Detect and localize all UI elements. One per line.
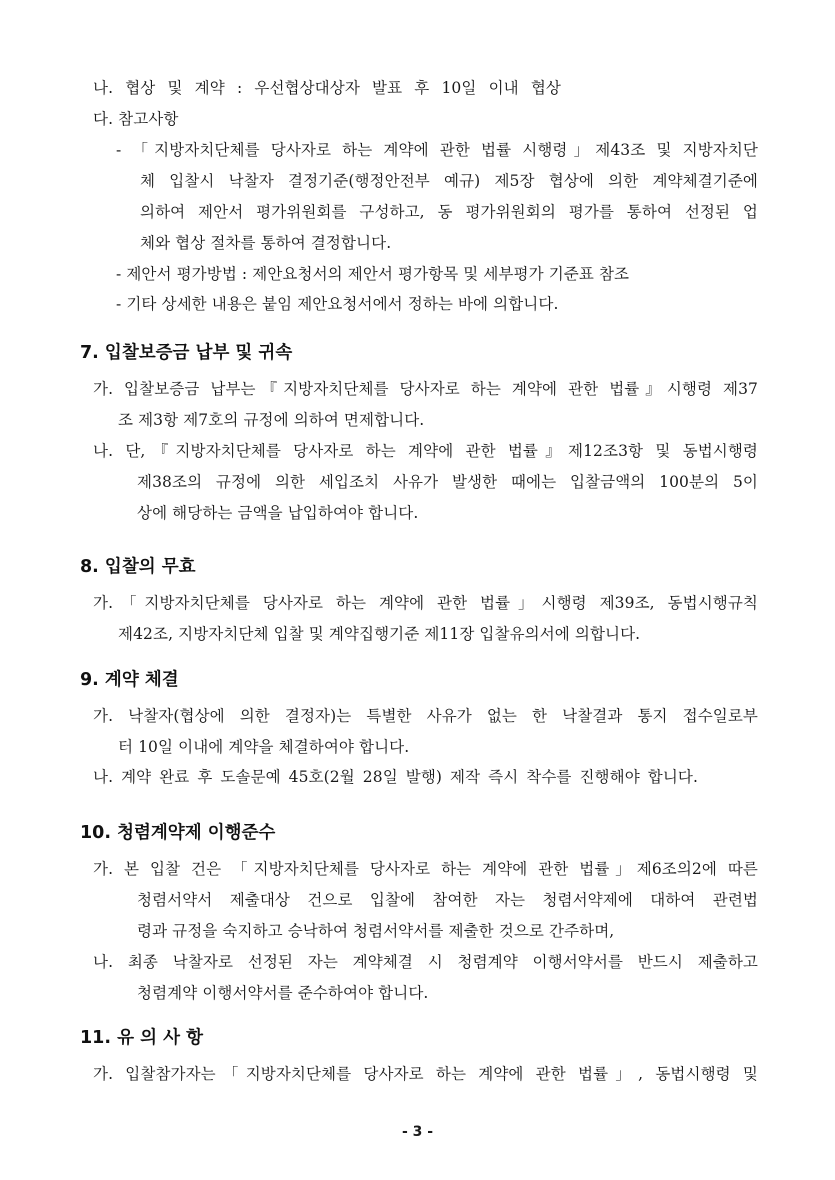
- section-7-title: 7. 입찰보증금 납부 및 귀속: [80, 343, 293, 363]
- reference-item-1-line-1: - 「지방자치단체를 당사자로 하는 계약에 관한 법률 시행령」제43조 및 지방자치단: [116, 141, 758, 159]
- reference-item-3: - 기타 상세한 내용은 붙임 제안요청서에서 정하는 바에 의합니다.: [116, 295, 559, 313]
- section-11-item-ga-line-1: 가. 입찰참가자는「지방자치단체를 당사자로 하는 계약에 관한 법률」, 동법시행령 및: [93, 1065, 758, 1083]
- section-7-item-ga-line-1: 가. 입찰보증금 납부는『지방자치단체를 당사자로 하는 계약에 관한 법률』시행령 제37: [93, 380, 758, 398]
- section-9-item-ga-line-1: 가. 낙찰자(협상에 의한 결정자)는 특별한 사유가 없는 한 낙찰결과 통지 접수일로부: [93, 707, 758, 725]
- negotiation-item: 나. 협상 및 계약 : 우선협상대상자 발표 후 10일 이내 협상: [93, 79, 561, 97]
- section-7-item-ga-line-2: 조 제3항 제7호의 규정에 의하여 면제합니다.: [118, 411, 425, 429]
- reference-item-1-line-4: 체와 협상 절차를 통하여 결정합니다.: [140, 234, 392, 252]
- reference-item-2: - 제안서 평가방법 : 제안요청서의 제안서 평가항목 및 세부평가 기준표 참조: [116, 265, 630, 283]
- reference-item-1-line-3: 의하여 제안서 평가위원회를 구성하고, 동 평가위원회의 평가를 통하여 선정된 업: [140, 203, 758, 221]
- section-10-title: 10. 청렴계약제 이행준수: [80, 823, 276, 843]
- section-7-item-na-line-1: 나. 단,『지방자치단체를 당사자로 하는 계약에 관한 법률』제12조3항 및 동법시행령: [93, 442, 758, 460]
- page-number: - 3 -: [401, 1124, 434, 1140]
- section-10-item-na-line-1: 나. 최종 낙찰자로 선정된 자는 계약체결 시 청렴계약 이행서약서를 반드시 제출하고: [93, 953, 758, 971]
- reference-heading: 다. 참고사항: [93, 110, 179, 128]
- section-9-item-ga-line-2: 터 10일 이내에 계약을 체결하여야 합니다.: [118, 738, 410, 756]
- section-7-item-na-line-3: 상에 해당하는 금액을 납입하여야 합니다.: [137, 504, 419, 522]
- reference-item-1-line-2: 체 입찰시 낙찰자 결정기준(행정안전부 예규) 제5장 협상에 의한 계약체결기준에: [140, 172, 758, 190]
- section-10-item-ga-line-1: 가. 본 입찰 건은 「지방자치단체를 당사자로 하는 계약에 관한 법률」제6조의2에 따른: [93, 860, 758, 878]
- section-7-item-na-line-2: 제38조의 규정에 의한 세입조치 사유가 발생한 때에는 입찰금액의 100분의 5이: [137, 473, 758, 491]
- section-10-item-ga-line-3: 령과 규정을 숙지하고 승낙하여 청렴서약서를 제출한 것으로 간주하며,: [137, 922, 615, 940]
- section-8-item-ga-line-1: 가.「지방자치단체를 당사자로 하는 계약에 관한 법률」시행령 제39조, 동법시행규칙: [93, 594, 758, 612]
- section-10-item-na-line-2: 청렴계약 이행서약서를 준수하여야 합니다.: [137, 984, 429, 1002]
- section-9-title: 9. 계약 체결: [80, 670, 179, 690]
- section-10-item-ga-line-2: 청렴서약서 제출대상 건으로 입찰에 참여한 자는 청렴서약제에 대하여 관련법: [137, 891, 758, 909]
- section-11-title: 11. 유 의 사 항: [80, 1028, 203, 1048]
- section-8-title: 8. 입찰의 무효: [80, 557, 196, 577]
- section-9-item-na: 나. 계약 완료 후 도솔문예 45호(2월 28일 발행) 제작 즉시 착수를 진행해야 합니다.: [93, 768, 698, 786]
- section-8-item-ga-line-2: 제42조, 지방자치단체 입찰 및 계약집행기준 제11장 입찰유의서에 의합니다.: [118, 625, 641, 643]
